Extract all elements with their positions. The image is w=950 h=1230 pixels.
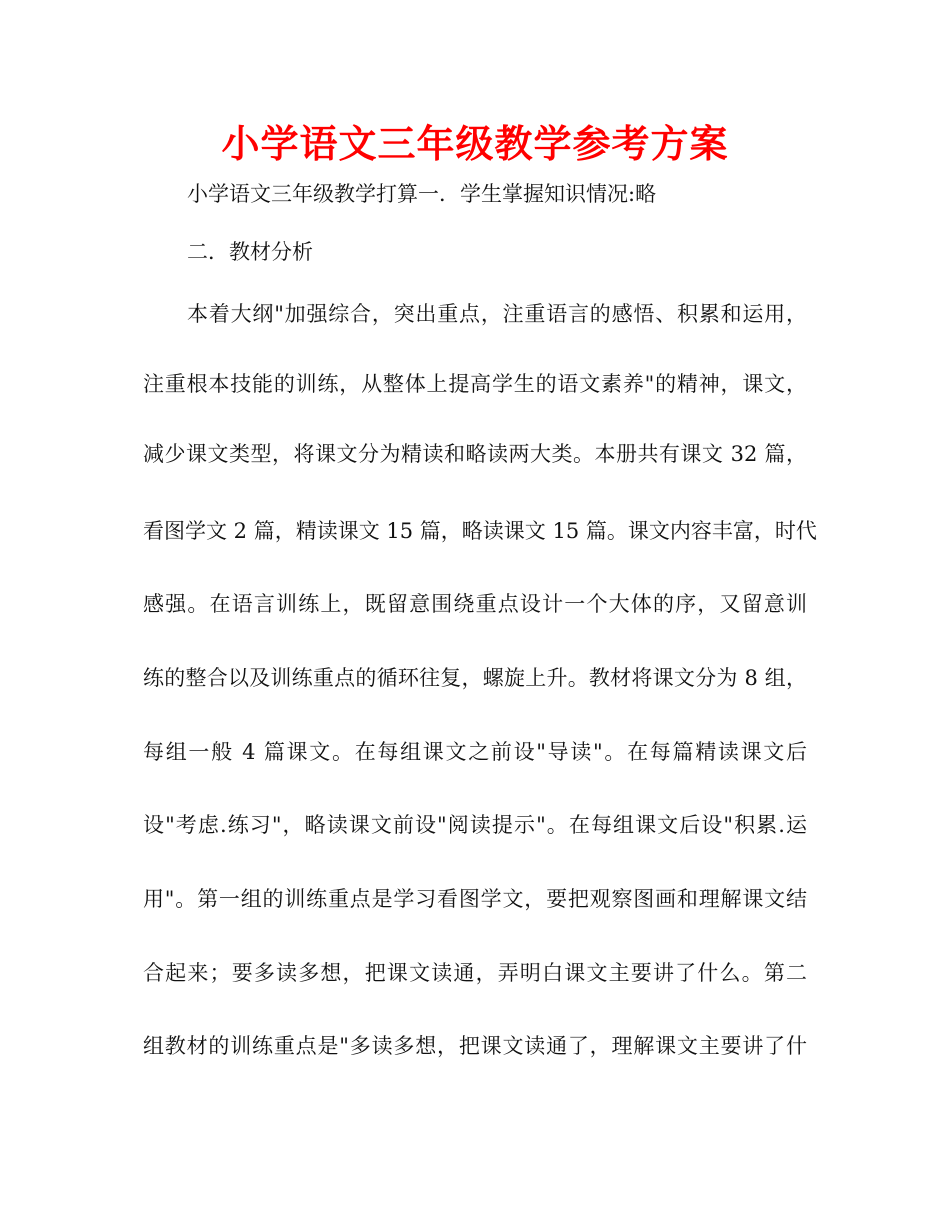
text-line: 注重根本技能的训练，从整体上提高学生的语文素养"的精神，课文，	[143, 372, 807, 396]
text-line: 用"。第一组的训练重点是学习看图学文，要把观察图画和理解课文结	[143, 887, 807, 911]
text-line: 每组一般 4 篇课文。在每组课文之前设"导读"。在每篇精读课文后	[143, 740, 807, 764]
section-heading: 二．教材分析	[187, 240, 313, 264]
text-line: 组教材的训练重点是"多读多想，把课文读通了，理解课文主要讲了什	[143, 1034, 807, 1058]
text-line: 看图学文 2 篇，精读课文 15 篇，略读课文 15 篇。课文内容丰富，时代	[143, 519, 817, 543]
text-line: 合起来；要多读多想，把课文读通，弄明白课文主要讲了什么。第二	[143, 961, 807, 985]
text-line: 减少课文类型，将课文分为精读和略读两大类。本册共有课文 32 篇，	[143, 442, 807, 466]
text-line: 本着大纲"加强综合，突出重点，注重语言的感悟、积累和运用，	[187, 302, 807, 326]
text-line: 设"考虑.练习"，略读课文前设"阅读提示"。在每组课文后设"积累.运	[143, 813, 807, 837]
text-line: 小学语文三年级教学打算一．学生掌握知识情况:略	[187, 182, 657, 206]
text-line: 感强。在语言训练上，既留意围绕重点设计一个大体的序，又留意训	[143, 592, 807, 616]
document-title: 小学语文三年级教学参考方案	[221, 122, 729, 166]
text-line: 练的整合以及训练重点的循环往复，螺旋上升。教材将课文分为 8 组，	[143, 666, 807, 690]
